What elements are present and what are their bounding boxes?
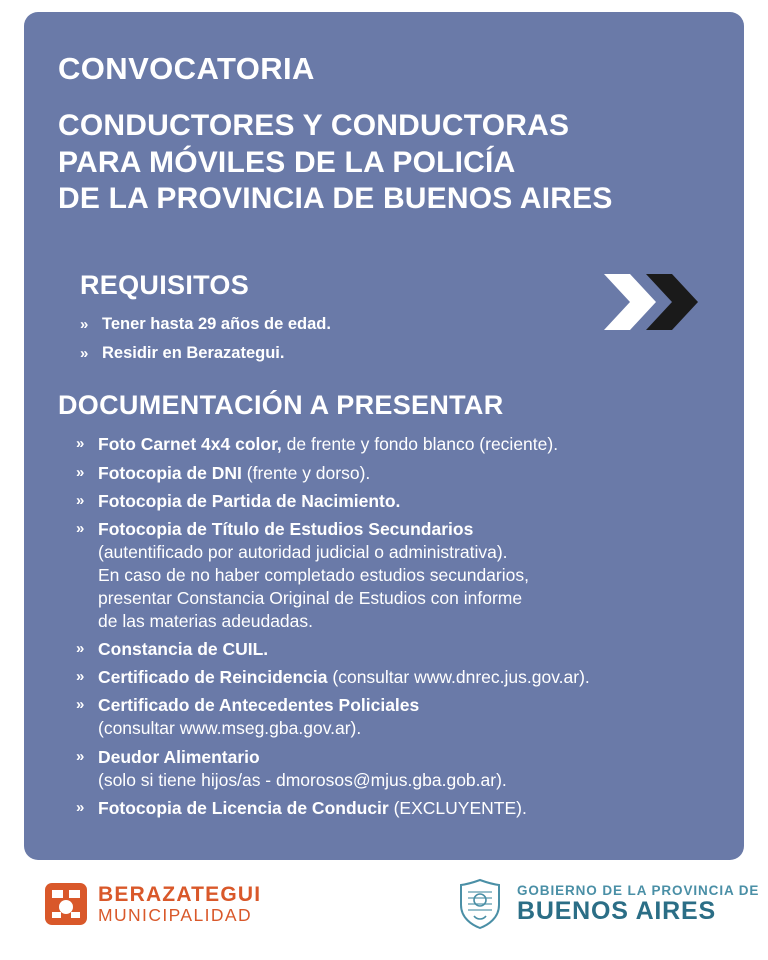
poster-subtitle-line-1: CONDUCTORES Y CONDUCTORAS	[58, 109, 570, 143]
documentacion-text: (frente y dorso).	[241, 462, 371, 483]
documentacion-text: (autentificado por autoridad judicial o administrativa).	[98, 541, 508, 562]
documentacion-line	[98, 462, 710, 485]
documentacion-text: Constancia de CUIL.	[98, 639, 269, 660]
documentacion-line	[98, 666, 710, 689]
documentacion-text: de las materias adeudadas.	[98, 611, 313, 632]
berazategui-crest-icon	[44, 882, 88, 926]
documentacion-line	[98, 490, 710, 513]
list-item	[80, 343, 710, 365]
page-title: CONVOCATORIA	[58, 51, 315, 86]
documentacion-line	[98, 433, 710, 456]
berazategui-name: BERAZATEGUI	[98, 882, 262, 906]
list-item	[76, 694, 710, 740]
gba-wordmark	[517, 884, 759, 924]
documentacion-text: Fotocopia de DNI	[98, 462, 242, 483]
documentacion-line	[98, 564, 710, 587]
chevron-right-bullet-icon: »	[80, 315, 89, 333]
requisitos-list	[80, 314, 710, 365]
gba-buenos-aires-line: BUENOS AIRES	[517, 896, 716, 925]
documentacion-line	[98, 769, 710, 792]
documentacion-line	[98, 797, 710, 820]
documentacion-text: (EXCLUYENTE).	[388, 797, 527, 818]
documentacion-list	[76, 433, 710, 819]
documentacion-heading: DOCUMENTACIÓN A PRESENTAR	[58, 390, 504, 421]
documentacion-text: presentar Constancia Original de Estudios con informe	[98, 587, 523, 608]
gba-gobierno-line: GOBIERNO DE LA PROVINCIA DE	[517, 882, 760, 898]
documentacion-text: Fotocopia de Partida de Nacimiento.	[98, 490, 401, 511]
list-item	[76, 462, 710, 485]
list-item	[76, 797, 710, 820]
chevron-right-bullet-icon: »	[76, 747, 85, 765]
list-item	[76, 518, 710, 633]
poster-footer	[0, 868, 768, 960]
documentacion-line	[98, 746, 710, 769]
documentacion-line	[98, 518, 710, 541]
documentacion-line	[98, 541, 710, 564]
documentacion-text: Certificado de Reincidencia	[98, 667, 328, 688]
documentacion-line	[98, 587, 710, 610]
poster-panel	[24, 12, 744, 860]
list-item	[76, 490, 710, 513]
documentacion-text: En caso de no haber completado estudios secundarios,	[98, 564, 529, 585]
berazategui-municipalidad: MUNICIPALIDAD	[98, 904, 253, 925]
list-item	[76, 746, 710, 792]
documentacion-text: Fotocopia de Título de Estudios Secundarios	[98, 518, 474, 539]
list-item	[76, 666, 710, 689]
list-item	[76, 638, 710, 661]
requisito-text: Tener hasta 29 años de edad.	[102, 314, 331, 333]
poster-subtitle	[58, 108, 710, 218]
documentacion-text: Deudor Alimentario	[98, 746, 260, 767]
documentacion-line	[98, 638, 710, 661]
documentacion-text: Certificado de Antecedentes Policiales	[98, 695, 420, 716]
chevron-right-bullet-icon: »	[76, 668, 85, 686]
documentacion-text: Fotocopia de Licencia de Conducir	[98, 797, 389, 818]
requisitos-heading: REQUISITOS	[80, 269, 250, 300]
chevron-right-bullet-icon: »	[76, 435, 85, 453]
requisito-text: Residir en Berazategui.	[102, 343, 285, 362]
documentacion-text: (consultar www.dnrec.jus.gov.ar).	[327, 667, 590, 688]
chevron-right-bullet-icon: »	[76, 463, 85, 481]
poster-subtitle-line-2: PARA MÓVILES DE LA POLICÍA	[58, 145, 516, 179]
documentacion-line	[98, 694, 710, 717]
gba-logo	[455, 878, 759, 930]
chevron-right-bullet-icon: »	[76, 519, 85, 537]
chevron-right-bullet-icon: »	[76, 640, 85, 658]
documentacion-text: (consultar www.mseg.gba.gov.ar).	[98, 718, 362, 739]
list-item	[76, 433, 710, 456]
gba-shield-icon	[455, 878, 505, 930]
chevron-right-bullet-icon: »	[76, 696, 85, 714]
documentacion-text: de frente y fondo blanco (reciente).	[281, 434, 559, 455]
berazategui-logo	[44, 882, 261, 926]
documentacion-text: (solo si tiene hijos/as - dmorosos@mjus.gba.gob.ar).	[98, 769, 507, 790]
list-item	[80, 314, 710, 336]
documentacion-text: Foto Carnet 4x4 color,	[98, 434, 282, 455]
chevron-right-bullet-icon: »	[80, 344, 89, 362]
berazategui-wordmark	[98, 884, 261, 924]
poster-subtitle-line-3: DE LA PROVINCIA DE BUENOS AIRES	[58, 182, 613, 216]
chevron-right-bullet-icon: »	[76, 491, 85, 509]
chevron-right-bullet-icon: »	[76, 798, 85, 816]
documentacion-line	[98, 610, 710, 633]
documentacion-line	[98, 717, 710, 740]
